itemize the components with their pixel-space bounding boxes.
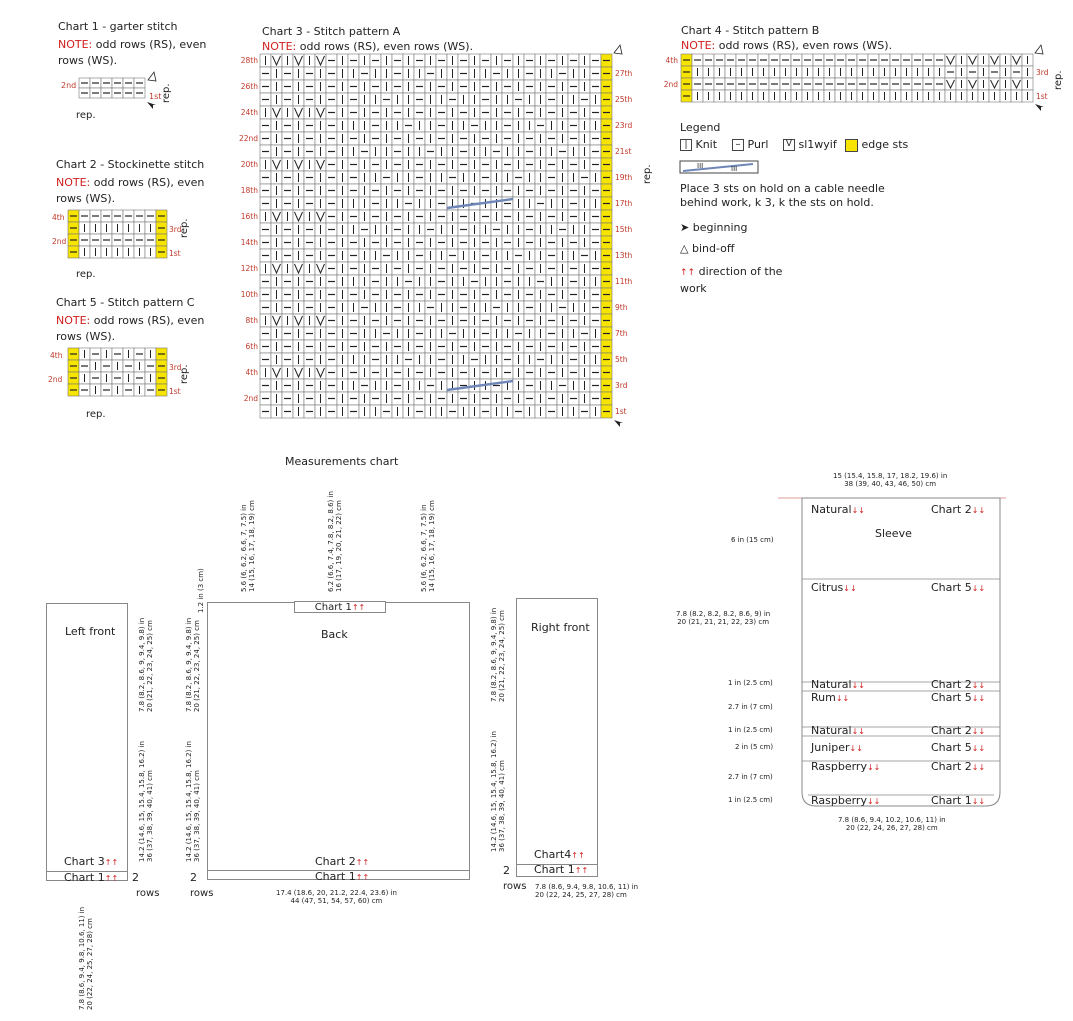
row-label: 25th — [615, 95, 633, 104]
left-front-chart3 — [64, 855, 118, 868]
chart2-grid — [52, 208, 212, 268]
legend-purl — [732, 138, 769, 151]
chart-ref: Chart 2 — [315, 855, 356, 868]
yarn-color: Raspberry — [811, 794, 867, 807]
chart-ref: Chart 1 — [534, 863, 575, 876]
dim-in: 7.8 (8.2, 8.6, 9, 9.4, 9.8) in — [185, 617, 193, 712]
measurements-title: Measurements chart — [285, 455, 399, 468]
direction-icon: ↓↓ — [971, 797, 986, 806]
direction-icon: ↑↑ — [351, 603, 366, 612]
row-label: 3rd — [615, 381, 628, 390]
direction-icon: ↓↓ — [866, 797, 881, 806]
dim-in: 17.4 (18.6, 20, 21.2, 22.4, 23.6) in — [276, 889, 397, 897]
row-label: 9th — [615, 303, 628, 312]
chart4-grid — [655, 42, 1070, 117]
chart-ref: Chart 3 — [64, 855, 105, 868]
chart-ref: Chart 1 — [64, 871, 105, 884]
right-front-piece — [516, 598, 598, 877]
back-top-chart1 — [294, 601, 386, 613]
rep-label: rep. — [179, 364, 190, 384]
legend-bindoff — [680, 242, 734, 255]
row-label: 22nd — [238, 134, 258, 143]
dim-cm: 44 (47, 51, 54, 57, 60) cm — [290, 897, 383, 905]
row-label: 19th — [615, 173, 633, 182]
row-label: 24th — [240, 108, 258, 117]
back-top-band-dim: 1.2 in (3 cm) — [197, 568, 205, 613]
legend-edge-label: edge sts — [861, 138, 909, 151]
cable-icon — [679, 160, 761, 176]
sleeve-dim-1: 6 in (15 cm) — [731, 536, 774, 544]
dim-in: 6.2 (6.6, 7.4, 7.8, 8.2, 8.6) in — [327, 491, 335, 592]
left-front-label: Left front — [65, 625, 116, 638]
dim-in: 7.8 (8.6, 9.4, 10.2, 10.6, 11) in — [838, 816, 946, 824]
rep-label: rep. — [642, 164, 653, 184]
left-front-piece — [46, 603, 128, 881]
note-text: odd rows (RS), even rows (WS). — [715, 39, 893, 52]
dim-cm: 20 (22, 24, 25, 27, 28) cm — [86, 918, 94, 1010]
yarn-color: Raspberry — [811, 760, 867, 773]
back-chart1 — [315, 870, 369, 883]
chart2-note — [56, 175, 216, 207]
chart3-grid — [238, 44, 658, 439]
direction-icon: ↑↑ — [355, 858, 370, 867]
chart2-rep: rep. — [76, 269, 96, 280]
row-label: 4th — [50, 351, 63, 360]
legend-edge — [845, 138, 908, 152]
row-label: 10th — [240, 290, 258, 299]
yarn-color: Natural — [811, 503, 852, 516]
dim-cm: 20 (22, 24, 26, 27, 28) cm — [845, 824, 938, 832]
chart-ref: Chart 1 — [314, 602, 352, 613]
bindoff-arrow-icon — [1035, 45, 1043, 54]
dim-in: 14.2 (14.6, 15, 15.4, 15.8, 16.2) in — [138, 741, 146, 862]
chart3-title: Chart 3 - Stitch pattern A — [262, 25, 401, 38]
bindoff-arrow-icon — [148, 72, 156, 81]
row-label: 27th — [615, 69, 633, 78]
row-label: 4th — [52, 213, 65, 222]
right-front-rows: rows — [503, 881, 527, 892]
dim-in: 5.6 (6, 6.2, 6.6, 7, 7.5) in — [420, 504, 428, 592]
row-label: 16th — [240, 212, 258, 221]
purl-icon: – — [732, 139, 744, 151]
dim-in: 14.2 (14.6, 15, 15.4, 15.8, 16.2) in — [185, 741, 193, 862]
dim-in: 7.8 (8.6, 9.4, 9.8, 10.6, 11) in — [535, 883, 639, 891]
sleeve-stripe-color — [811, 724, 865, 737]
edge-swatch-icon — [845, 139, 858, 152]
direction-icon: ↑↑ — [571, 851, 585, 860]
row-label: 17th — [615, 199, 633, 208]
legend-cable-desc: Place 3 sts on hold on a cable needle behind work, k 3, k the sts on hold. — [680, 182, 885, 209]
bindoff-arrow-icon — [614, 45, 622, 54]
chart1-row-2nd: 2nd — [61, 81, 77, 90]
sleeve-top-dim — [833, 472, 947, 488]
chart1-rep-vertical: rep. — [161, 83, 172, 103]
dim-cm: 20 (21, 22, 23, 24, 25) cm — [193, 620, 201, 712]
legend-beginning — [680, 221, 747, 234]
beginning-arrow-icon — [614, 420, 623, 427]
row-label: 3rd — [169, 363, 182, 372]
legend-title: Legend — [680, 121, 721, 134]
chart-ref: Chart 5 — [931, 581, 972, 594]
left-front-rows-num: 2 — [132, 871, 139, 884]
dim-cm: 20 (21, 22, 23, 24, 25) cm — [146, 620, 154, 712]
row-label: 5th — [615, 355, 628, 364]
sleeve-dim-7: 2.7 in (7 cm) — [728, 773, 773, 781]
chart-ref: Chart 1 — [315, 870, 356, 883]
row-label: 20th — [240, 160, 258, 169]
dim-cm: 14 (15, 16, 17, 18, 19) cm — [428, 500, 436, 592]
sleeve-dim-6: 2 in (5 cm) — [735, 743, 774, 751]
chart1-note — [58, 37, 218, 69]
sleeve-stripe-color — [811, 794, 880, 807]
dim-in: 7.8 (8.2, 8.6, 9, 9.4, 9.8) in — [138, 617, 146, 712]
note-label: NOTE: — [58, 38, 93, 51]
direction-icon: ↓↓ — [851, 727, 865, 736]
row-label: 1st — [1036, 92, 1048, 101]
dim-cm: 36 (37, 38, 39, 40, 41) cm — [193, 770, 201, 862]
note-label: NOTE: — [56, 176, 91, 189]
sleeve-dim-4: 2.7 in (7 cm) — [728, 703, 773, 711]
sleeve-stripe-chart — [931, 691, 985, 704]
sleeve-dim-5: 1 in (2.5 cm) — [728, 726, 773, 734]
dim-cm: 20 (22, 24, 25, 27, 28) cm — [535, 891, 627, 899]
chart-ref: Chart 1 — [931, 794, 972, 807]
row-label: 12th — [240, 264, 258, 273]
sleeve-stripe-chart — [931, 724, 985, 737]
dim-cm: 16 (17, 19, 20, 21, 22) cm — [335, 500, 343, 592]
dim-in: 14.2 (14.6, 15, 15.4, 15.8, 16.2) in — [490, 731, 498, 852]
row-label: 1st — [169, 249, 181, 258]
dim-cm: 38 (39, 40, 43, 46, 50) cm — [844, 480, 937, 488]
svg-text:III: III — [731, 165, 738, 173]
chart5-note — [56, 313, 216, 345]
chart-ref: Chart 2 — [931, 724, 972, 737]
direction-icon: ↑↑ — [355, 873, 370, 882]
direction-icon: ↓↓ — [851, 681, 865, 690]
direction-icon: ↓↓ — [866, 763, 881, 772]
row-label: 11th — [615, 277, 633, 286]
row-label: 13th — [615, 251, 633, 260]
sleeve-stripe-color — [811, 760, 880, 773]
direction-icon: ↓↓ — [835, 694, 850, 703]
left-front-rows: rows — [136, 888, 160, 899]
direction-icon: ↑↑ — [104, 858, 119, 867]
legend-direction — [680, 264, 790, 297]
chart5-title: Chart 5 - Stitch pattern C — [56, 296, 195, 309]
back-side-lower — [185, 741, 201, 862]
right-front-chart4 — [534, 848, 585, 861]
chart-ref: Chart 2 — [931, 760, 972, 773]
dim-cm: 36 (37, 38, 39, 40, 41) cm — [146, 770, 154, 862]
slip-stitch-icon: V — [783, 139, 795, 151]
direction-icon: ↑↑ — [104, 874, 119, 883]
back-rows: rows — [190, 888, 214, 899]
legend-knit-label: Knit — [695, 138, 718, 151]
direction-icon: ↓↓ — [971, 584, 986, 593]
right-front-side-upper — [490, 608, 506, 702]
yarn-color: Natural — [811, 678, 852, 691]
sleeve-stripe-chart — [931, 794, 985, 807]
direction-icon: ↓↓ — [843, 584, 857, 593]
row-label: 28th — [240, 56, 258, 65]
back-top-left-dim — [240, 500, 256, 592]
yarn-color: Citrus — [811, 581, 844, 594]
left-front-side-lower — [138, 741, 154, 862]
sleeve-dim-3: 1 in (2.5 cm) — [728, 679, 773, 687]
beginning-arrow-icon — [147, 102, 156, 109]
row-label: 26th — [240, 82, 258, 91]
dim-cm: 36 (37, 38, 39, 40, 41) cm — [498, 760, 506, 852]
row-label: 2nd — [52, 237, 67, 246]
legend-direction-label: direction of the work — [680, 265, 783, 295]
left-front-side-upper — [138, 618, 154, 712]
chart-ref: Chart 2 — [931, 678, 972, 691]
row-label: 2nd — [243, 394, 258, 403]
row-label: 3rd — [1036, 68, 1049, 77]
direction-icon: ↓↓ — [971, 727, 986, 736]
svg-text:III: III — [697, 162, 704, 170]
back-chart2 — [315, 855, 369, 868]
direction-icon: ↓↓ — [971, 763, 986, 772]
chart-ref: Chart 2 — [931, 503, 972, 516]
rep-label: rep. — [179, 218, 190, 238]
legend-knit — [680, 138, 717, 151]
note-text: odd rows (RS), even rows (WS). — [58, 38, 207, 67]
chart-ref: Chart 5 — [931, 691, 972, 704]
sleeve-stripe-color — [811, 678, 865, 691]
direction-icon: ↓↓ — [971, 694, 986, 703]
note-text: odd rows (RS), even rows (WS). — [296, 40, 474, 53]
right-front-rows-num: 2 — [503, 864, 510, 877]
row-label: 8th — [245, 316, 258, 325]
note-label: NOTE: — [681, 39, 716, 52]
direction-icon: ↓↓ — [971, 744, 986, 753]
sleeve-label: Sleeve — [875, 527, 912, 540]
row-label: 14th — [240, 238, 258, 247]
direction-arrows-icon: ↑↑ — [680, 268, 696, 278]
direction-icon: ↓↓ — [851, 506, 865, 515]
sleeve-stripe-chart — [931, 503, 985, 516]
sleeve-stripe-color — [811, 581, 857, 594]
legend-slip-label: sl1wyif — [798, 138, 837, 151]
back-rows-num: 2 — [190, 871, 197, 884]
back-side-upper — [185, 618, 201, 712]
back-width — [276, 889, 397, 905]
back-top-mid-dim — [327, 491, 343, 592]
beginning-arrow-icon — [1035, 104, 1044, 111]
chart-ref: Chart 5 — [931, 741, 972, 754]
note-text: odd rows (RS), even rows (WS). — [56, 314, 205, 343]
chart4-title: Chart 4 - Stitch pattern B — [681, 24, 820, 37]
back-top-right-dim — [420, 500, 436, 592]
chart1-title: Chart 1 - garter stitch — [58, 20, 178, 33]
row-label: 23rd — [615, 121, 633, 130]
row-label: 15th — [615, 225, 633, 234]
right-front-side-lower — [490, 731, 506, 852]
dim-cm: 20 (21, 21, 21, 22, 23) cm — [677, 618, 770, 626]
direction-icon: ↓↓ — [971, 681, 986, 690]
dim-in: 7.8 (8.2, 8.6, 9, 9.4, 9.8) in — [490, 607, 498, 702]
dim-in: 5.6 (6, 6.2, 6.6, 7, 7.5) in — [240, 504, 248, 592]
chart1-row-1st: 1st — [149, 92, 162, 101]
note-label: NOTE: — [262, 40, 297, 53]
direction-icon: ↓↓ — [849, 744, 863, 753]
chart-ref: Chart4 — [534, 848, 572, 861]
dim-in: 7.8 (8.6, 9.4, 9.8, 10.6, 11) in — [78, 906, 86, 1010]
chart1-rep: rep. — [76, 110, 96, 121]
left-front-width — [78, 907, 94, 1010]
dim-in: 7.8 (8.2, 8.2, 8.2, 8.6, 9) in — [676, 610, 771, 618]
direction-icon: ↓↓ — [971, 506, 986, 515]
direction-icon: ↑↑ — [574, 866, 589, 875]
row-label: 21st — [615, 147, 632, 156]
dim-cm: 14 (15, 16, 17, 18, 19) cm — [248, 500, 256, 592]
row-label: 1st — [169, 387, 181, 396]
right-front-width — [535, 883, 638, 899]
back-piece — [207, 602, 470, 880]
note-label: NOTE: — [56, 314, 91, 327]
left-front-chart1 — [64, 871, 118, 884]
row-label: 6th — [245, 342, 258, 351]
chart5-rep: rep. — [86, 409, 106, 420]
sleeve-stripe-chart — [931, 760, 985, 773]
right-front-label: Right front — [531, 621, 590, 634]
sleeve-dim-8: 1 in (2.5 cm) — [728, 796, 773, 804]
row-label: 18th — [240, 186, 258, 195]
row-label: 3rd — [169, 225, 182, 234]
note-text: odd rows (RS), even rows (WS). — [56, 176, 205, 205]
beginning-arrow-icon: ➤ — [680, 221, 690, 234]
dim-in: 15 (15.4, 15.8, 17, 18.2, 19.6) in — [833, 472, 948, 480]
sleeve-stripe-chart — [931, 581, 985, 594]
row-label: 4th — [245, 368, 258, 377]
row-label: 2nd — [48, 375, 63, 384]
sleeve-stripe-color — [811, 741, 863, 754]
sleeve-stripe-chart — [931, 678, 985, 691]
row-label: 7th — [615, 329, 628, 338]
bindoff-arrow-icon: △ — [680, 242, 689, 255]
chart5-grid — [48, 346, 208, 406]
legend-beginning-label: beginning — [692, 221, 748, 234]
sleeve-stripe-chart — [931, 741, 985, 754]
sleeve-bottom-dim — [838, 816, 946, 832]
sleeve-stripe-color — [811, 691, 849, 704]
sleeve-stripe-color — [811, 503, 865, 516]
yarn-color: Rum — [811, 691, 836, 704]
row-label: 4th — [665, 56, 678, 65]
row-label: 2nd — [663, 80, 678, 89]
knit-icon: | — [680, 139, 692, 151]
yarn-color: Natural — [811, 724, 852, 737]
legend-slip — [783, 138, 837, 151]
row-label: 1st — [615, 407, 627, 416]
legend-purl-label: Purl — [747, 138, 769, 151]
yarn-color: Juniper — [811, 741, 850, 754]
rep-label: rep. — [1053, 70, 1064, 90]
right-front-chart1 — [534, 863, 588, 876]
chart2-title: Chart 2 - Stockinette stitch — [56, 158, 205, 171]
legend-bindoff-label: bind-off — [691, 242, 735, 255]
dim-cm: 20 (21, 22, 23, 24, 25) cm — [498, 610, 506, 702]
back-label: Back — [321, 628, 348, 641]
sleeve-dim-2 — [676, 610, 770, 626]
